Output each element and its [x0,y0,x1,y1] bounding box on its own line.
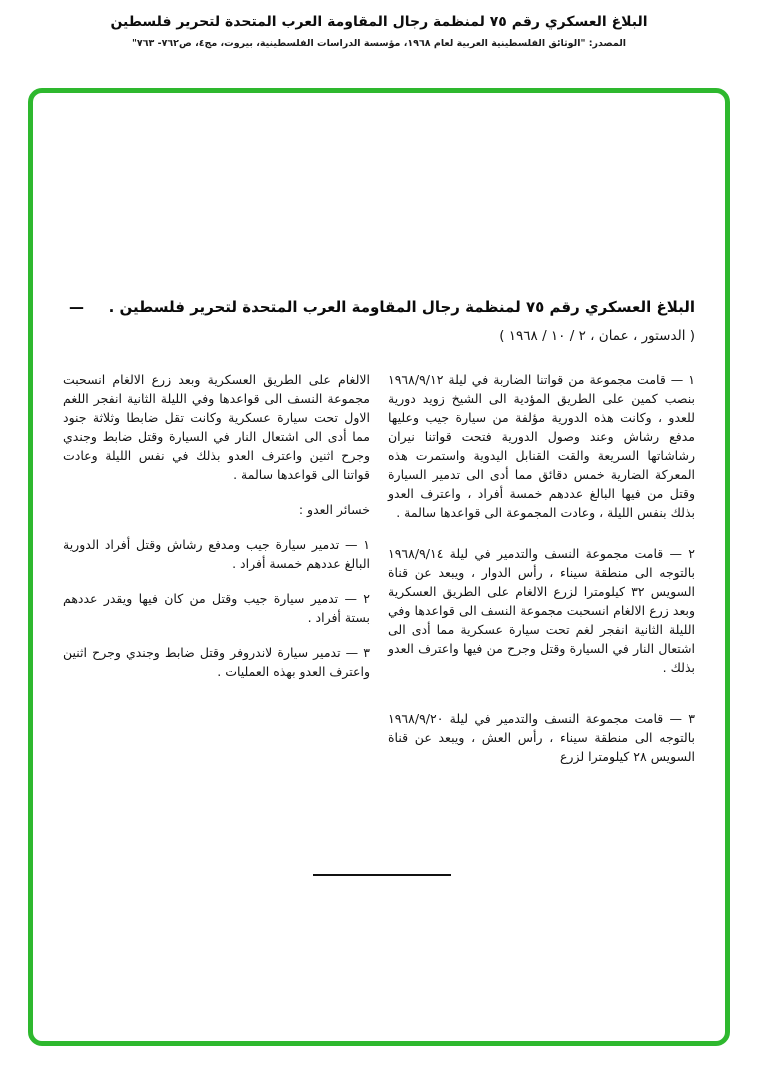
paragraph-operation-2: ٢ — قامت مجموعة النسف والتدمير في ليلة ١٩٦٨/٩/١٤ بالتوجه الى منطقة سيناء ، رأس الدوار ، ويبعد عن قناة السويس ٣٢ كيلومترا لزرع الالغام على الطريق العسكرية وبعد زرع الالغام انسحبت مجموعة النسف الى قواعدها وفي الليلة الثانية انفجر لغم تحت سيارة عسكرية مما أدى الى اشتعال النار في السيارة وقتل وجرح من فيها واعترف العدو بذلك . [388,546,695,675]
title-dash-mark: — [69,298,84,316]
loss-item-3: ٣ — تدمير سيارة لاندروفر وقتل ضابط وجندي وجرح اثنين واعترف العدو بهذه العمليات . [63,645,370,679]
right-column [388,370,695,766]
header-source-citation: المصدر: "الوثائق الفلسطينية العربية لعام ١٩٦٨، مؤسسة الدراسات الفلسطينية، بيروت، مج٤، ص٧٦٢- ٧٦٣" [131,38,627,49]
header-title: البلاغ العسكري رقم ٧٥ لمنظمة رجال المقاومة العرب المتحدة لتحرير فلسطين [110,14,648,30]
loss-item-1: ١ — تدمير سيارة جيب ومدفع رشاش وقتل أفراد الدورية البالغ عددهم خمسة أفراد . [63,537,370,571]
document-title-row [63,298,695,316]
bottom-divider-rule [313,874,451,876]
page-header [0,12,758,49]
loss-item-2: ٢ — تدمير سيارة جيب وقتل من كان فيها ويقدر عددهم بستة أفراد . [63,591,370,625]
document-title: البلاغ العسكري رقم ٧٥ لمنظمة رجال المقاومة العرب المتحدة لتحرير فلسطين . [108,298,695,316]
paragraph-operation-3-continued: الالغام على الطريق العسكرية وبعد زرع الالغام انسحبت مجموعة النسف الى قواعدها وفي الليلة الثانية انفجر اللغم الاول تحت سيارة عسكرية وكانت تقل ضابطا وثلاثة جنود مما أدى الى اشتعال النار في السيارة وقتل ضابط وجندي وجرح اثنين واعترف العدو بذلك في نفس الليلة وعادت قواتنا الى قواعدها سالمة . [63,372,370,482]
left-column [63,370,370,766]
scanned-document-frame [28,88,730,1046]
document-dateline: ( الدستور ، عمان ، ٢ / ١٠ / ١٩٦٨ ) [499,328,695,344]
paragraph-operation-3: ٣ — قامت مجموعة النسف والتدمير في ليلة ١٩٦٨/٩/٢٠ بالتوجه الى منطقة سيناء ، رأس العش ، ويبعد عن قناة السويس ٢٨ كيلومترا لزرع [388,711,695,764]
text-columns [63,370,695,766]
enemy-losses-heading: خسائر العدو : [298,502,370,517]
scanned-document-content [33,93,725,1041]
paragraph-operation-1: ١ — قامت مجموعة من قواتنا الضاربة في ليلة ١٩٦٨/٩/١٢ بنصب كمين على الطريق المؤدية الى الشيخ زويد دورية للعدو ، وكانت هذه الدورية مؤلفة من سيارة جيب وعليها مدفع رشاش وعند وصول الدورية فتحت قواتنا نيران رشاشاتها السريعة والقت القنابل اليدوية واستمرت هذه المعركة الضارية خمس دقائق مما أدى الى تدمير السيارة وقتل من فيها البالغ عددهم خمسة أفراد ، واعترف العدو بذلك بنفس الليلة ، وعادت المجموعة الى قواعدها سالمة . [388,372,695,520]
